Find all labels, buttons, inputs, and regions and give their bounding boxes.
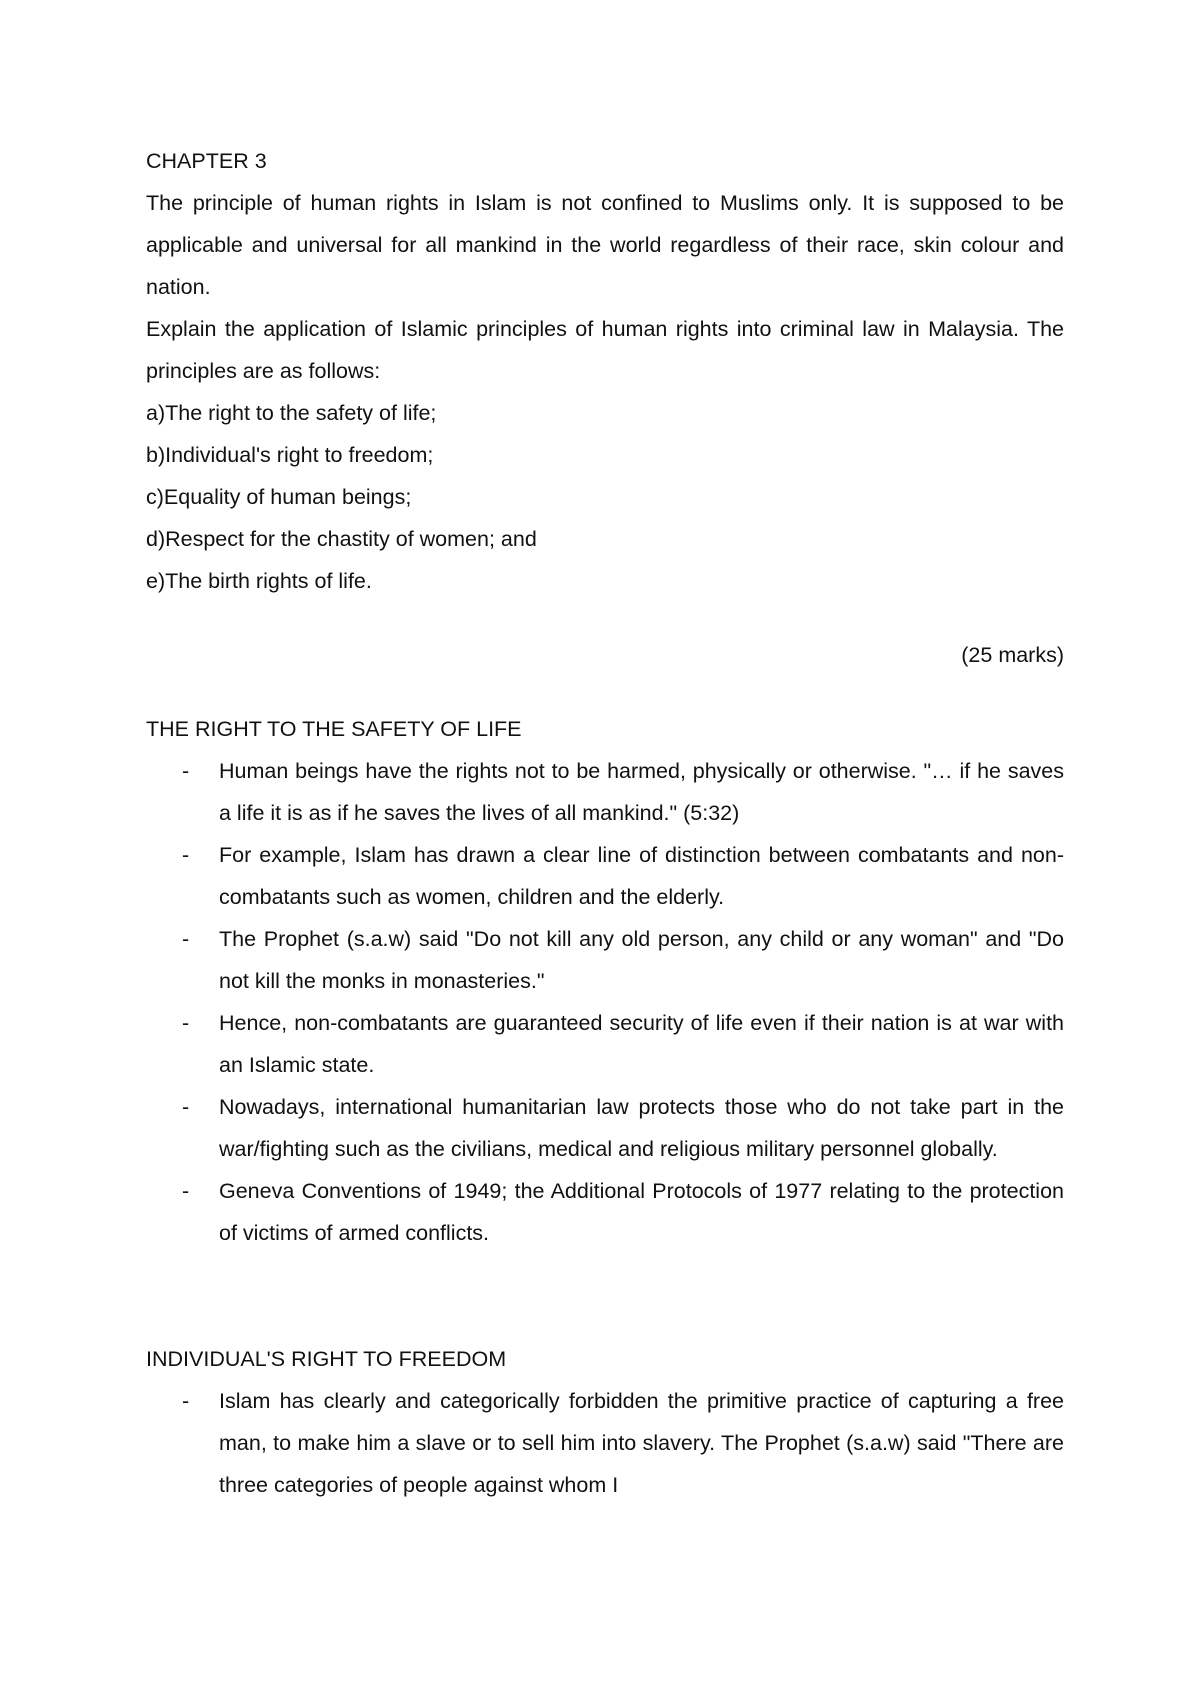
marks-label: (25 marks) <box>961 643 1064 667</box>
list-item <box>146 1380 1064 1506</box>
principle-item-b: b)Individual's right to freedom; <box>146 443 434 467</box>
principle-item-d: d)Respect for the chastity of women; and <box>146 527 537 551</box>
list-item-text: Hence, non-combatants are guaranteed security of life even if their nation is at war with an Islamic state. <box>219 1011 1064 1077</box>
list-item-text: Human beings have the rights not to be harmed, physically or otherwise. "… if he saves a life it is as if he saves the lives of all mankind." (5:32) <box>219 759 1064 825</box>
list-item-text: Nowadays, international humanitarian law protects those who do not take part in the war/fighting such as the civilians, medical and religious military personnel globally. <box>219 1095 1064 1161</box>
dash-marker: - <box>182 1011 190 1035</box>
list-item-text: The Prophet (s.a.w) said "Do not kill any old person, any child or any woman" and "Do not kill the monks in monasteries." <box>219 927 1064 993</box>
dash-marker: - <box>182 759 190 783</box>
intro-paragraph-2: Explain the application of Islamic principles of human rights into criminal law in Malaysia. The principles are as follows: <box>146 317 1064 383</box>
spacer <box>146 602 1064 634</box>
document-page <box>146 140 1064 1506</box>
list-item <box>146 1002 1064 1086</box>
dash-marker: - <box>182 1389 190 1413</box>
chapter-title: CHAPTER 3 <box>146 149 267 173</box>
spacer <box>146 676 1064 708</box>
list-item <box>146 1170 1064 1254</box>
dash-marker: - <box>182 1179 190 1203</box>
list-item-text: For example, Islam has drawn a clear line of distinction between combatants and non-combatants such as women, children and the elderly. <box>219 843 1064 909</box>
principle-item-a: a)The right to the safety of life; <box>146 401 437 425</box>
section-title: THE RIGHT TO THE SAFETY OF LIFE <box>146 717 522 741</box>
spacer <box>146 1254 1064 1338</box>
section-right-to-freedom <box>146 1338 1064 1506</box>
list-item <box>146 1086 1064 1170</box>
principle-item-c: c)Equality of human beings; <box>146 485 412 509</box>
dash-marker: - <box>182 927 190 951</box>
list-item <box>146 918 1064 1002</box>
list-item <box>146 834 1064 918</box>
bullet-list <box>146 750 1064 1254</box>
intro-paragraph-1: The principle of human rights in Islam is not confined to Muslims only. It is supposed to be applicable and universal for all mankind in the world regardless of their race, skin colour and nation. <box>146 191 1064 299</box>
list-item <box>146 750 1064 834</box>
section-safety-of-life <box>146 708 1064 1254</box>
principle-item-e: e)The birth rights of life. <box>146 569 372 593</box>
list-item-text: Geneva Conventions of 1949; the Additional Protocols of 1977 relating to the protection of victims of armed conflicts. <box>219 1179 1064 1245</box>
section-title: INDIVIDUAL'S RIGHT TO FREEDOM <box>146 1347 507 1371</box>
bullet-list <box>146 1380 1064 1506</box>
list-item-text: Islam has clearly and categorically forbidden the primitive practice of capturing a free man, to make him a slave or to sell him into slavery. The Prophet (s.a.w) said "There are three categories of people against whom I <box>219 1389 1064 1497</box>
dash-marker: - <box>182 843 190 867</box>
dash-marker: - <box>182 1095 190 1119</box>
principles-list <box>146 392 1064 602</box>
